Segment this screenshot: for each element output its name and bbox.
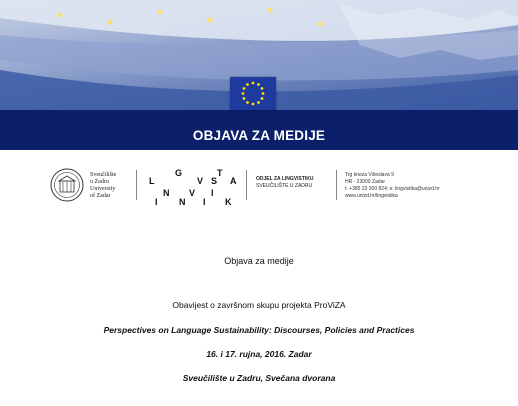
university-name [90,172,116,200]
university-line-1: Sveučilište [90,172,117,178]
contact-phone-email[interactable]: t: +385 23 200 824; e: lingvistika@unizd.hr [345,186,440,192]
document-subheading: Obavijest o završnom skupu projekta ProViZA [172,300,346,310]
department-block [256,176,314,190]
logo-letter: A [230,176,237,186]
logo-letter: I [211,188,214,198]
logo-letter: I [203,197,206,207]
logo-letter: N [179,197,186,207]
eu-flag-stars [230,77,276,110]
logo-letter: L [149,176,155,186]
contact-website[interactable]: www.unizd.hr/lingvistika [345,193,398,199]
contact-address: Trg kneza Višeslava 9 [345,172,394,178]
letterhead [0,160,518,210]
department-university: SVEUČILIŠTE U ZADRU [256,183,313,189]
university-line-4: of Zadar [90,193,111,199]
event-title: Perspectives on Language Sustainability: Discourses, Policies and Practices [103,325,415,335]
logo-letter: G [175,168,183,178]
letterhead-divider-2 [246,170,247,200]
contact-city: HR - 23000 Zadar [345,179,386,185]
logo-letter: I [155,197,158,207]
lingvistika-logo [145,166,240,208]
logo-letter: V [189,188,196,198]
banner-title: OBJAVA ZA MEDIJE [192,128,326,143]
university-line-3: University [90,186,116,192]
department-name: ODJEL ZA LINGVISTIKU [256,176,314,182]
logo-letter: N [163,188,170,198]
letterhead-divider-1 [136,170,137,200]
logo-letter: S [211,176,218,186]
event-venue: Sveučilište u Zadru, Svečana dvorana [182,373,336,383]
eu-flag-icon [230,77,276,110]
logo-letter: T [217,168,223,178]
university-seal-icon [50,168,84,202]
event-date: 16. i 17. rujna, 2016. Zadar [206,349,312,359]
logo-letter: V [197,176,204,186]
letterhead-divider-3 [336,170,337,200]
logo-letter: K [225,197,232,207]
contact-block [345,172,440,200]
university-line-2: u Zadru [90,179,109,185]
document-heading: Objava za medije [224,256,294,266]
